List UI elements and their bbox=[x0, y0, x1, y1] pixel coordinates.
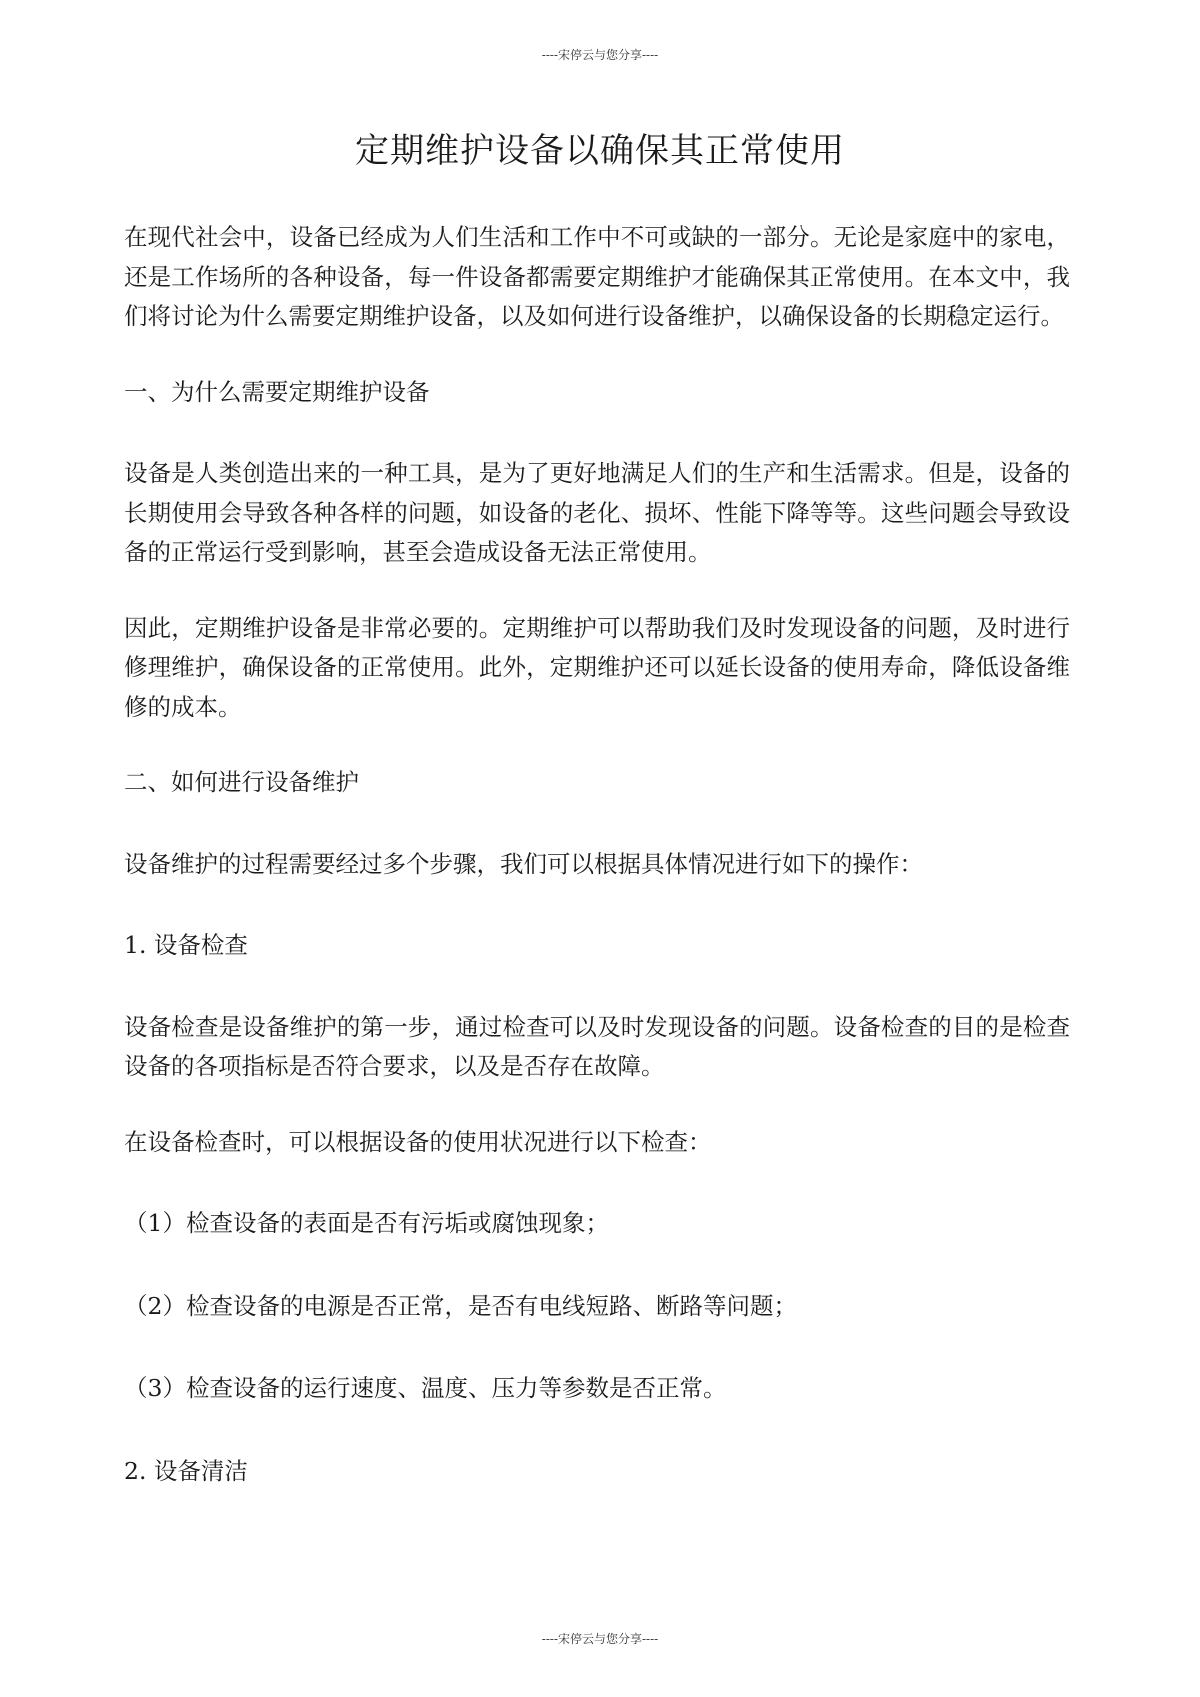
body-paragraph: 因此，定期维护设备是非常必要的。定期维护可以帮助我们及时发现设备的问题，及时进行修理维护，确保设备的正常使用。此外，定期维护还可以延长设备的使用寿命，降低设备维修的成本。 bbox=[124, 613, 1070, 721]
subsection-heading-2: 2. 设备清洁 bbox=[124, 1456, 248, 1485]
header-note: ----宋停云与您分享---- bbox=[541, 48, 659, 62]
document-body bbox=[124, 218, 1070, 1527]
intro-paragraph: 在现代社会中，设备已经成为人们生活和工作中不可或缺的一部分。无论是家庭中的家电，还是工作场所的各种设备，每一件设备都需要定期维护才能确保其正常使用。在本文中，我们将讨论为什么需要定期维护设备，以及如何进行设备维护，以确保设备的长期稳定运行。 bbox=[124, 223, 1070, 330]
section-heading-2: 二、如何进行设备维护 bbox=[124, 768, 359, 796]
subsection-heading-1: 1. 设备检查 bbox=[124, 931, 248, 959]
footer-note: ----宋停云与您分享---- bbox=[541, 1632, 659, 1646]
body-paragraph: 在设备检查时，可以根据设备的使用状况进行以下检查： bbox=[124, 1127, 712, 1156]
document-title: 定期维护设备以确保其正常使用 bbox=[355, 130, 845, 171]
body-paragraph: 设备检查是设备维护的第一步，通过检查可以及时发现设备的问题。设备检查的目的是检查设备的各项指标是否符合要求，以及是否存在故障。 bbox=[124, 1012, 1070, 1080]
list-item: （1）检查设备的表面是否有污垢或腐蚀现象； bbox=[124, 1209, 609, 1237]
body-paragraph: 设备维护的过程需要经过多个步骤，我们可以根据具体情况进行如下的操作： bbox=[124, 849, 923, 878]
list-item: （2）检查设备的电源是否正常，是否有电线短路、断路等问题； bbox=[124, 1291, 797, 1320]
section-heading-1: 一、为什么需要定期维护设备 bbox=[124, 377, 430, 406]
body-paragraph: 设备是人类创造出来的一种工具，是为了更好地满足人们的生产和生活需求。但是，设备的长期使用会导致各种各样的问题，如设备的老化、损坏、性能下降等等。这些问题会导致设备的正常运行受到影响，甚至会造成设备无法正常使用。 bbox=[124, 459, 1070, 566]
list-item: （3）检查设备的运行速度、温度、压力等参数是否正常。 bbox=[124, 1374, 727, 1402]
